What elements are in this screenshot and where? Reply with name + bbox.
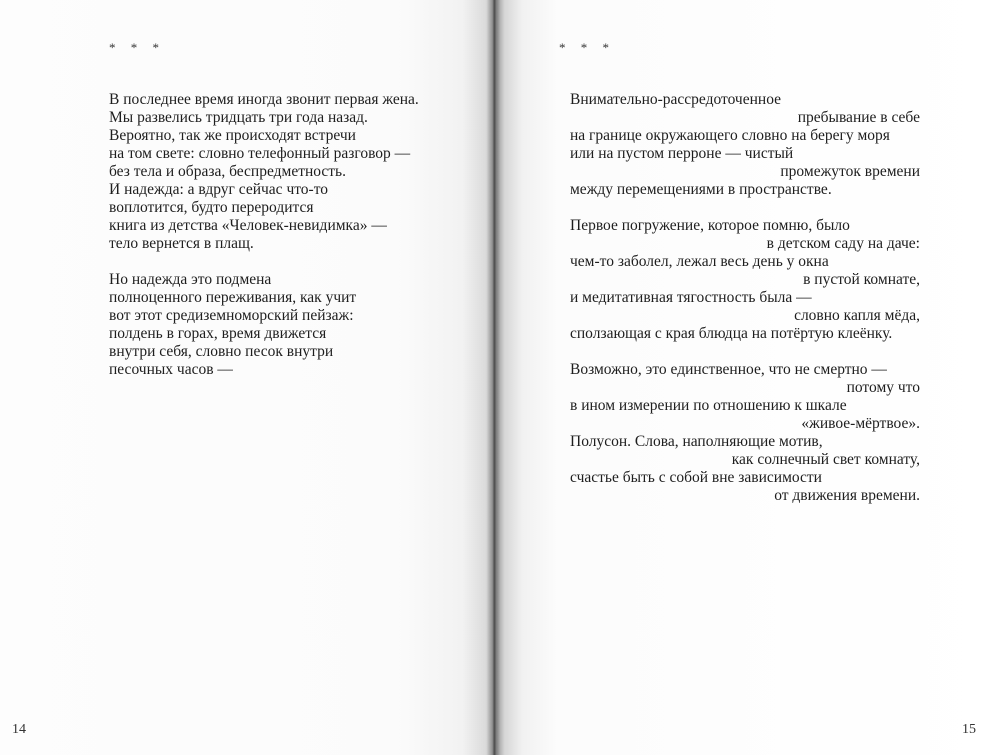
stanza-gap — [570, 343, 920, 361]
section-divider-stars: * * * — [559, 40, 615, 55]
poem-line: И надежда: а вдруг сейчас что-то — [109, 181, 329, 198]
poem-line: Мы развелись тридцать три года назад. — [109, 109, 368, 126]
page-number: 15 — [962, 722, 976, 737]
stanza — [109, 271, 459, 379]
page-number: 14 — [12, 722, 26, 737]
poem-line: как солнечный свет комнату, — [731, 451, 920, 468]
poem-line: пребывание в себе — [797, 109, 920, 126]
poem-line: воплотится, будто переродится — [109, 199, 314, 216]
stanza — [109, 91, 459, 253]
poem-line: полноценного переживания, как учит — [109, 289, 357, 306]
poem-line: сползающая с края блюдца на потёртую клеёнку. — [570, 325, 893, 342]
poem-line: в пустой комнате, — [803, 271, 920, 288]
poem-line: чем-то заболел, лежал весь день у окна — [570, 253, 829, 270]
poem-line: потому что — [846, 379, 920, 396]
poem-line: книга из детства «Человек-невидимка» — — [109, 217, 387, 234]
poem-line: тело вернется в плащ. — [109, 235, 254, 252]
poem-line: в ином измерении по отношению к шкале — [570, 397, 847, 414]
stanza-gap — [109, 253, 459, 271]
left-page — [0, 0, 497, 755]
right-page — [497, 0, 1000, 755]
poem-line: и медитативная тягостность была — — [570, 289, 812, 306]
stanza — [570, 91, 920, 199]
poem-line: Первое погружение, которое помню, было — [570, 217, 850, 234]
book-spine-shadow — [486, 0, 500, 755]
poem-line: полдень в горах, время движется — [109, 325, 327, 342]
poem-line: Полусон. Слова, наполняющие мотив, — [570, 433, 823, 450]
poem-line: на том свете: словно телефонный разговор — — [109, 145, 411, 162]
poem-line: счастье быть с собой вне зависимости — [570, 469, 822, 486]
poem-line: В последнее время иногда звонит первая жена. — [109, 91, 419, 108]
poem-line: вот этот средиземноморский пейзаж: — [109, 307, 354, 324]
poem-line: Возможно, это единственное, что не смертно — — [570, 361, 887, 378]
poem-line: Внимательно-рассредоточенное — [570, 91, 782, 108]
poem-line: от движения времени. — [774, 487, 920, 504]
poem-line: Но надежда это подмена — [109, 271, 272, 288]
poem-line: на границе окружающего словно на берегу моря — [570, 127, 890, 144]
stanza — [570, 217, 920, 343]
poem-line: или на пустом перроне — чистый — [570, 145, 794, 162]
poem-line: песочных часов — — [109, 361, 233, 378]
poem-line: внутри себя, словно песок внутри — [109, 343, 334, 360]
poem-line: между перемещениями в пространстве. — [570, 181, 832, 198]
poem-line: словно капля мёда, — [794, 307, 920, 324]
right-poem — [570, 91, 920, 505]
stanza — [570, 361, 920, 505]
stanza-gap — [570, 199, 920, 217]
section-divider-stars: * * * — [109, 40, 165, 55]
poem-line: Вероятно, так же происходят встречи — [109, 127, 356, 144]
poem-line: «живое-мёртвое». — [801, 415, 920, 432]
poem-line: в детском саду на даче: — [766, 235, 920, 252]
left-poem — [109, 91, 459, 379]
poem-line: промежуток времени — [780, 163, 920, 180]
poem-line: без тела и образа, беспредметность. — [109, 163, 347, 180]
